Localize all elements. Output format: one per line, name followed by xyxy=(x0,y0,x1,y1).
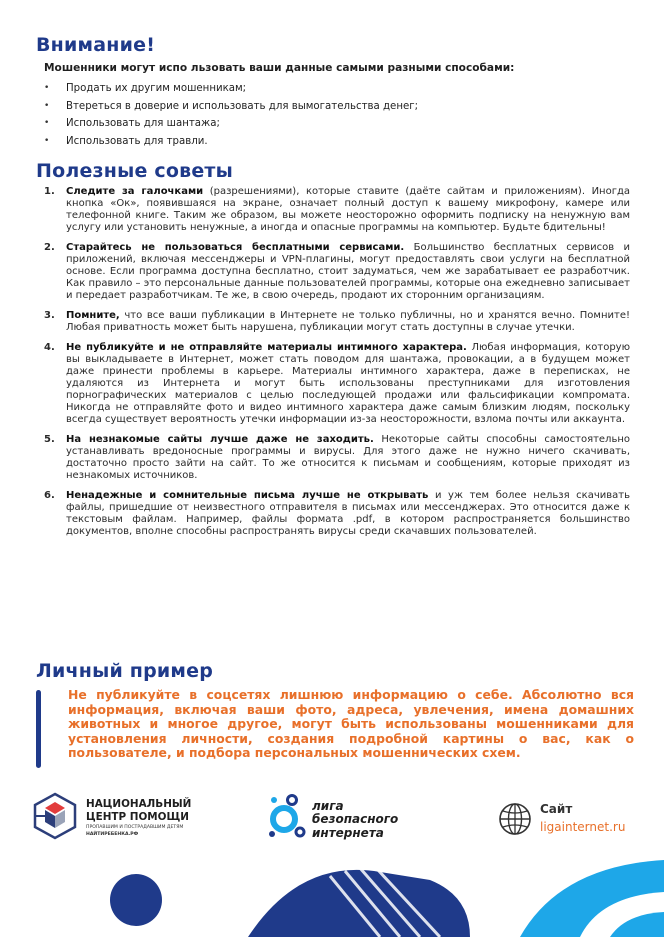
liga-logo xyxy=(266,792,416,844)
tip-number: 4. xyxy=(44,341,55,353)
tip-number: 2. xyxy=(44,241,55,253)
warning-intro: Мошенники могут испо льзовать ваши данные самыми разными способами: xyxy=(44,62,515,74)
tip-item xyxy=(44,342,630,427)
tip-item xyxy=(44,310,630,334)
tip-item xyxy=(44,186,630,234)
tip-text: что все ваши публикации в Интернете не только публичны, но и хранятся вечно. Помните! Любая приватность может быть нарушена, публикации могут стать доступны в случае утечки. xyxy=(66,309,630,333)
globe-icon xyxy=(498,802,532,836)
liga-bubbles-icon xyxy=(266,792,308,840)
tip-text: и уж тем более нельзя скачивать файлы, пришедшие от неизвестного отправителя в письмах или мессенджерах. Это относится даже к текстовым файлам. Например, файлы формата .pdf, в котором распространяется большинство документов, вполне способны распространять вирусы среди скачавших пользователей. xyxy=(66,489,630,537)
tip-heading: Ненадежные и сомнительные письма лучше не открывать xyxy=(66,489,429,501)
list-item: • Использовать для шантажа; xyxy=(44,115,418,133)
liga-line2: безопасного xyxy=(312,812,399,827)
liga-line1: лига xyxy=(312,799,344,813)
tip-text: (разрешениями), которые ставите (даёте сайтам и приложениям). Иногда кнопка «Ок», появившаяся на экране, означает полный доступ к вашему микрофону, камере или телефонной книге. Таким же образом, вы можете неосторожно оформить подписку на ненужную вам услугу или установить ненужные, а иногда и опасные программы на компьютер. Будьте бдительны! xyxy=(66,186,630,234)
ncp-name-line1: НАЦИОНАЛЬНЫЙ xyxy=(86,798,192,810)
warning-title: Внимание! xyxy=(36,34,156,56)
tip-item xyxy=(44,434,630,482)
tip-item xyxy=(44,242,630,302)
site-link[interactable]: ligainternet.ru xyxy=(540,820,626,834)
tip-heading: Следите за галочками xyxy=(66,186,204,197)
ncp-name xyxy=(86,798,191,824)
tip-number: 3. xyxy=(44,309,55,321)
warning-list xyxy=(44,80,418,150)
example-text: Не публикуйте в соцсетях лишнюю информацию о себе. Абсолютно вся информация, включая ваши фото, адреса, увлечения, имена домашних животных и многое другое, могут быть использованы мошенниками для установления личности, создания подробной картины о вас, как о пользователе, и подбора персональных мошеннических схем. xyxy=(68,687,634,761)
tip-number: 6. xyxy=(44,489,55,501)
tips-title: Полезные советы xyxy=(36,160,234,182)
tip-item xyxy=(44,490,630,538)
ncp-name-line2: ЦЕНТР ПОМОЩИ xyxy=(86,811,189,823)
site-label: Сайт xyxy=(540,802,573,816)
tip-heading: На незнакомые сайты лучше даже не заходить. xyxy=(66,433,374,445)
example-title: Личный пример xyxy=(36,660,214,682)
tip-heading: Помните, xyxy=(66,309,120,321)
tips-list xyxy=(44,186,630,545)
decorative-shapes xyxy=(0,846,664,937)
list-item: • Втереться в доверие и использовать для вымогательства денег; xyxy=(44,98,418,116)
liga-name xyxy=(312,800,398,840)
list-item: • Использовать для травли. xyxy=(44,133,418,151)
quote-bar xyxy=(36,690,41,768)
list-item: • Продать их другим мошенникам; xyxy=(44,80,418,98)
tip-text: Любая информация, которую вы выкладываете в Интернет, может стать поводом для шантажа, провокации, а в будущем может даже принести проблемы в карьере. Материалы интимного характера, даже в переписках, не удаляются из Интернета и могут быть использованы преступниками для изготовления порнографических материалов с целью последующей продажи или фальсификации компромата. Никогда не отправляйте фото и видео интимного характера даже самым близким людям, поскольку всегда существует вероятность утечки информации из-за неосторожности, взлома почты или аккаунта. xyxy=(66,341,630,426)
tip-heading: Старайтесь не пользоваться бесплатными сервисами. xyxy=(66,241,405,253)
tip-text: Некоторые сайты способны самостоятельно устанавливать вредоносные программы и вирусы. Для этого даже не нужно ничего скачивать, достаточно просто зайти на сайт. То же относится к письмам и сообщениям, которые приходят из незнакомых источников. xyxy=(66,433,631,481)
tip-text: Большинство бесплатных сервисов и приложений, включая мессенджеры и VPN-плагины, могут предоставлять свои услуги на бесплатной основе. Если программа доступна бесплатно, стоит задуматься, чем же зарабатывает ее разработчик. Как правило – это персональные данные пользователей программы, которые она ежедневно записывает и передает разработчикам. Те же, в свою очередь, продают их сторонним организациям. xyxy=(66,241,630,302)
ncp-logo xyxy=(32,792,192,844)
tip-number: 5. xyxy=(44,433,55,445)
ncp-hexagon-icon xyxy=(32,792,78,840)
ncp-tagline: НАЙТИРЕБЕНКА.РФ xyxy=(86,832,139,837)
tip-heading: Не публикуйте и не отправляйте материалы интимного характера. xyxy=(66,341,467,353)
ncp-subtitle: ПРОПАВШИМ И ПОСТРАДАВШИМ ДЕТЯМ xyxy=(86,825,184,830)
site-block xyxy=(498,800,638,840)
liga-line3: интернета xyxy=(312,825,384,840)
tip-number: 1. xyxy=(44,186,55,197)
